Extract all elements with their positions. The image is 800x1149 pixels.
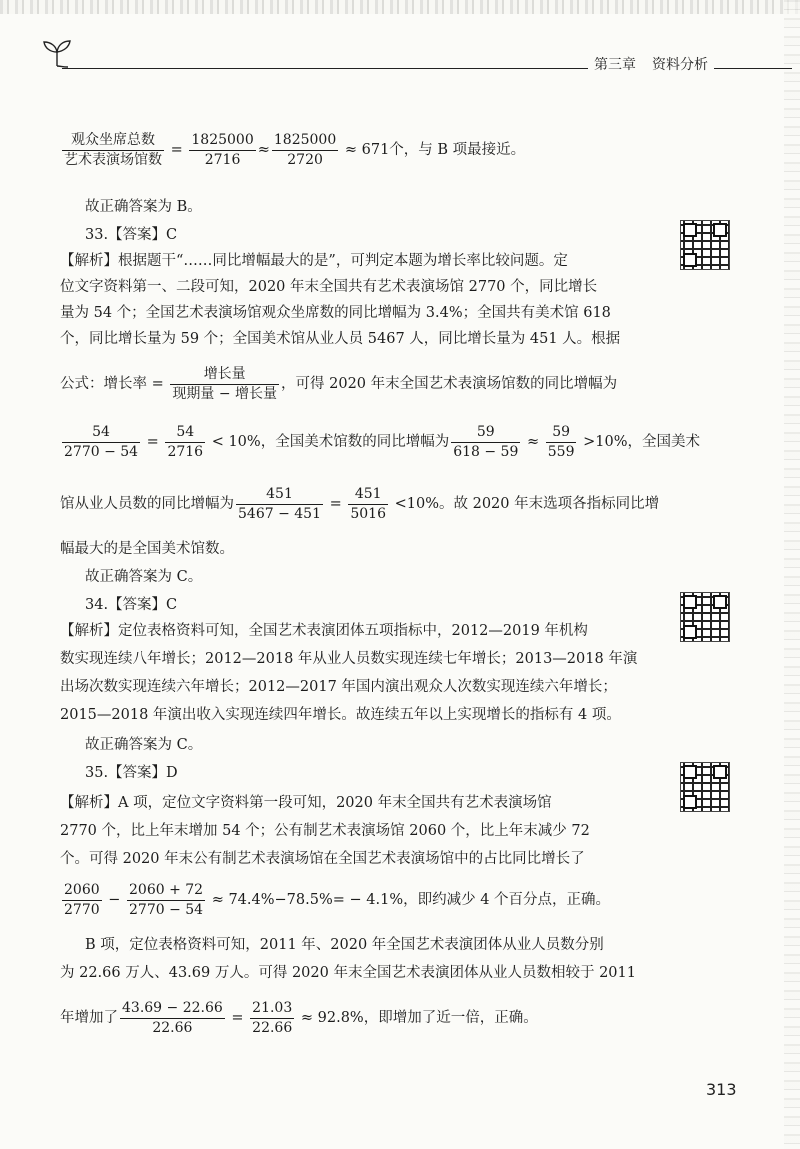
page-number: 313 <box>706 1080 737 1099</box>
formula-line: 公式：增长率 = $\frac{\text{增长量}}{\text{现期量 − 增长量}}$ ，可得 2020 年末全国艺术表演场馆数的同比增幅为 <box>60 365 618 402</box>
explanation-line: 2770 个，比上年末增加 54 个；公有制艺术表演场馆 2060 个，比上年末减少 72 <box>60 823 590 839</box>
calc-line: $\frac{54}{2770 - 54}$ = $\frac{54}{2716}$ < 10%，全国美术馆数的同比增幅为 $\frac{59}{618 - 59}$ ≈ $\frac{59}{559}$ >10%，全国美术 <box>64 423 700 460</box>
explanation-line: 出场次数实现连续六年增长；2012—2017 年国内演出观众人次数实现连续六年增长； <box>60 679 617 695</box>
fraction: $\frac{2060 + 72}{2770 - 54}$ <box>129 881 204 918</box>
fraction: $\frac{2060}{2770}$ <box>64 881 100 918</box>
leaf-sprout-icon <box>40 38 74 68</box>
fraction: $\frac{\text{增长量}}{\text{现期量 − 增长量}}$ <box>172 365 278 402</box>
calc-line: 年增加了 $\frac{43.69 - 22.66}{22.66}$ = $\frac{21.03}{22.66}$ ≈ 92.8%，即增加了近一倍，正确。 <box>60 999 538 1036</box>
answer-line: 故正确答案为 C。 <box>85 569 203 585</box>
explanation-line: 幅最大的是全国美术馆数。 <box>60 541 234 557</box>
fraction: $\frac{43.69 - 22.66}{22.66}$ <box>122 999 223 1036</box>
explanation-line: 个，同比增长量为 59 个；全国美术馆从业人员 5467 人，同比增长量为 451 人。根据 <box>60 331 621 347</box>
answer-label: 33.【答案】C <box>85 227 178 243</box>
answer-label: 34.【答案】C <box>85 597 178 613</box>
answer-label: 35.【答案】D <box>85 765 178 781</box>
section-label: 资料分析 <box>652 57 708 73</box>
calc-top: $\frac{\text{观众坐席总数}}{\text{艺术表演场馆数}}$ = $\frac{1825000}{2716}$ ≈ $\frac{1825000}{2720}$ ≈ 671个，与 B 项最接近。 <box>64 131 526 168</box>
explanation-line: B 项，定位表格资料可知，2011 年、2020 年全国艺术表演团体从业人员数分别 <box>85 937 604 953</box>
scan-noise-right <box>784 0 800 1149</box>
qr-code-q35[interactable] <box>680 762 730 812</box>
fraction: $\frac{59}{559}$ <box>547 423 575 460</box>
fraction: $\frac{1825000}{2720}$ <box>273 131 337 168</box>
fraction: $\frac{\text{观众坐席总数}}{\text{艺术表演场馆数}}$ <box>64 131 162 168</box>
calc-line: $\frac{2060}{2770}$ − $\frac{2060 + 72}{2770 - 54}$ ≈ 74.4%−78.5%= − 4.1%，即约减少 4 个百分点，正确。 <box>64 881 611 918</box>
fraction: $\frac{54}{2716}$ <box>167 423 204 460</box>
answer-line: 故正确答案为 C。 <box>85 737 203 753</box>
fraction: $\frac{54}{2770 - 54}$ <box>64 423 139 460</box>
chapter-label: 第三章 <box>594 57 636 73</box>
explanation-line: 位文字资料第一、二段可知，2020 年末全国共有艺术表演场馆 2770 个，同比增长 <box>60 279 598 295</box>
explanation-line: 数实现连续八年增长；2012—2018 年从业人员数实现连续七年增长；2013—2018 年演 <box>60 651 638 667</box>
explanation-line: 【解析】根据题干“……同比增幅最大的是”，可判定本题为增长率比较问题。定 <box>60 253 568 269</box>
explanation-line: 2015—2018 年演出收入实现连续四年增长。故连续五年以上实现增长的指标有 4 项。 <box>60 707 621 723</box>
chapter-heading <box>588 54 714 74</box>
fraction: $\frac{451}{5016}$ <box>350 485 386 522</box>
fraction: $\frac{1825000}{2716}$ <box>191 131 254 168</box>
scan-noise-top <box>0 0 800 14</box>
answer-line: 故正确答案为 B。 <box>85 199 202 215</box>
explanation-line: 【解析】定位表格资料可知，全国艺术表演团体五项指标中，2012—2019 年机构 <box>60 623 588 639</box>
qr-code-q34[interactable] <box>680 592 730 642</box>
fraction: $\frac{21.03}{22.66}$ <box>252 999 293 1036</box>
explanation-line: 为 22.66 万人、43.69 万人。可得 2020 年末全国艺术表演团体从业人员数相较于 2011 <box>60 965 636 981</box>
explanation-line: 【解析】A 项，定位文字资料第一段可知，2020 年末全国共有艺术表演场馆 <box>60 795 552 811</box>
qr-code-q33[interactable] <box>680 220 730 270</box>
fraction: $\frac{451}{5467 - 451}$ <box>238 485 321 522</box>
explanation-line: 量为 54 个；全国艺术表演场馆观众坐席数的同比增幅为 3.4%；全国共有美术馆 618 <box>60 305 611 321</box>
explanation-line: 个。可得 2020 年末公有制艺术表演场馆在全国艺术表演场馆中的占比同比增长了 <box>60 851 585 867</box>
fraction: $\frac{59}{618 - 59}$ <box>453 423 519 460</box>
calc-line: 馆从业人员数的同比增幅为 $\frac{451}{5467 - 451}$ = $\frac{451}{5016}$ <10%。故 2020 年末选项各指标同比增 <box>60 485 660 522</box>
